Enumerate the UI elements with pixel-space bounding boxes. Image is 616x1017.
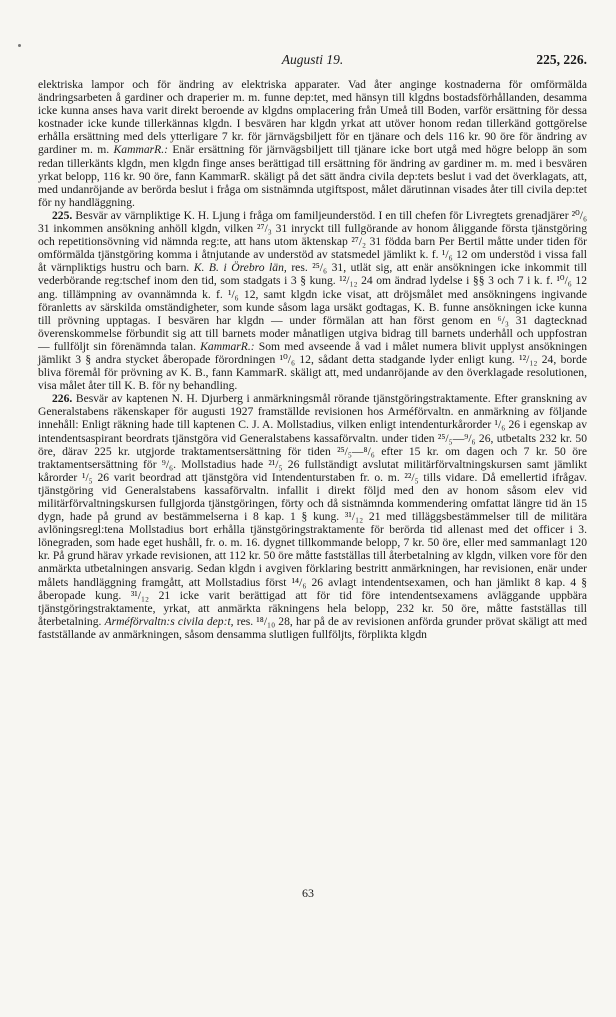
running-header [38,52,587,72]
paragraph-text: elektriska lampor och för ändring av elektriska apparater. Vad åter anginge kostnaderna för omförmälda ändringsarbeten å gardiner och draperier m. m. funne dep:tet, med hänsyn till klgdns bostadsförhållanden, desamma icke kunna anses hava varit direkt beroende av klgdns omplacering från Umeå till Boden, varför ersättning för dessa kostnader icke kunde tillerkännas klgdn. I besvären har klgdn yrkat att utöver honom redan tillerkänd gottgörelse erhålla ersättning med dels ytterligare 7 kr. för järnvägsbiljett för en tjänare och dels 116 kr. 90 öre för ändring av gardiner m. m. [38,78,587,157]
document-page [38,52,587,641]
paragraph-text: res. ¹⁸/₁₀ 28, har på de av revisionen anförda grunder prövat skäligt att med fastställande av anmärkningen, såsom densamma slutligen fullföljts, förplikta klgdn [38,614,587,641]
paragraph-text: res. ²⁵/₆ 31, utlät sig, att enär ansökningen icke inkommit till vederbörande reg:tschef inom den tid, som stadgats i 3 § kung. ¹²/₁₂ 24 om ändrad lydelse i §§ 3 och 7 i k. f. ¹⁰/₆ 12 ang. tillämpning av ovannämnda k. f. ¹/₆ 12, samt klgdn icke visat, att dröjsmålet med ansökningens ingivande föranletts av särskilda omständigheter, som kunde såsom laga ursäkt godtagas, K. B. funne ansökningen icke kunna till prövning upptagas. I besvären har klgdn — under förmälan att han först genom en ⁶/₃ 31 dagtecknad överenskommelse förbundit sig att till barnets moder månatligen utgiva bidrag till barnets underhåll och uppfostran — fullföljt sin förenämnda talan. [38,261,587,353]
paragraph [38,78,587,209]
paragraph-text: Besvär av kaptenen N. H. Djurberg i anmärkningsmål rörande tjänstgöringstraktamente. Efter granskning av Generalstabens räkenskaper för augusti 1927 framställde revisionen hos Arméförvaltn. en anmärkning av följande innehåll: Enligt räkning hade till kaptenen C. J. A. Mollstadius, vilken enligt intendenturkårorder ¹/₆ 26 i egenskap av intendentsaspirant beordrats tjänstgöra vid Generalstabens kassaförvaltn. under tiden ²⁵/₅—⁹/₆ 26, utbetalts 232 kr. 50 öre, därav 225 kr. utgjorde traktamentsersättning för tiden ²⁵/₅—⁸/₆ efter 15 kr. om dagen och 7 kr. 50 öre traktamentsersättning för ⁹/₆. Mollstadius hade ²¹/₅ 26 fullständigt avslutat militärförvaltningskursen samt jämlikt kårorder ¹/₅ 26 varit beordrad att tjänstgöra vid Intendenturstaben fr. o. m. ²²/₅ tills vidare. Då emellertid ifrågav. tjänstgöring vid Generalstabens kassaförvaltn. infallit i direkt följd med den av honom såsom elev vid militärförvaltningskursen fullgjorda tjänstgöringen, förty och då sistnämnda kommendering omfattat längre tid än 15 dygn, hade på grund av bestämmelserna i 8 kap. 1 § kung. ³¹/₁₂ 21 med tilläggsbestämmelser till de militära avlöningsregl:tena Mollstadius bort erhålla tjänstgöringstraktamente för berörda tid allenast med det officer i 3. lönegraden, som hade eget hushåll, fr. o. m. 16. dygnet tillkommande belopp, 7 kr. 50 öre, eller med sammanlagt 120 kr. På grund härav yrkade revisionen, att 112 kr. 50 öre måtte fastställas till återbetalning av klgdn, vilken vore för den anmärkta utbetalningen ansvarig. Sedan klgdn i avgiven förklaring bestritt anmärkningen, har revisionen, enär under målets handläggning framgått, att Mollstadius först ¹⁴/₆ 26 avlagt intendentsexamen, och han jämlikt 8 kap. 4 § åberopade kung. ³¹/₁₂ 21 icke varit berättigad att för tid före intendentsexamens avläggande uppbära tjänstgöringstraktamente, yrkat, att anmärkta räkningens hela belopp, 232 kr. 50 öre, måtte fastställas till återbetalning. [38,392,587,628]
scan-mark [18,44,21,47]
paragraph-text: Besvär av värnpliktige K. H. Ljung i fråga om familjeunderstöd. I en till chefen för Livregtets grenadjärer ²⁰/₆ 31 inkommen ansökning anhöll klgdn, vilken ²⁷/₃ 31 inryckt till fullgörande av honom åliggande första tjänstgöring och repetitionsövning vid nämnda reg:te, att hans utom äktenskap ²⁷/₂ 31 födda barn Per Bertil måtte under tiden för omförmälda tjänstgöring komma i åtnjutande av understöd av statsmedel jämlikt k. f. ¹/₆ 12 om understöd i vissa fall åt värnpliktigs hustru och barn. [38,208,587,275]
paragraph-text: Enär ersättning för järnvägsbiljett till tjänare icke bort utgå med högre belopp än som redan tillerkänts klgdn, men klgdn finge anses berättigad till ersättning för ändring av gardiner m. m. med i besvären yrkat belopp, 116 kr. 90 öre, fann KammarR. skäligt på det sätt ändra civila dep:tets beslut i vad det överklagats, att, med undanröjande av berörda beslut i fråga om sistnämnda utgiftspost, målet därutinnan visades åter till civila dep:tet för ny handläggning. [38,143,588,209]
paragraph-text: Som med avseende å vad i målet numera blivit upplyst ansökningen jämlikt 3 § andra stycket åberopade förordningen ¹⁰/₆ 12, sådant detta stadgande lyder enligt kung. ¹²/₁₂ 24, borde bliva föremål för prövning av K. B., fann KammarR. skäligt att, med undanröjande av den överklagade resolutionen, visa målet åter till K. B. för ny behandling. [38,339,587,393]
page-number: 63 [302,886,314,900]
italic-reference: Arméförvaltn:s civila dep:t, [104,614,234,628]
header-case-numbers: 225, 226. [536,52,587,67]
paragraph [38,392,587,641]
case-number: 225. [52,208,73,222]
paragraph [38,209,587,392]
document-body [38,78,587,641]
italic-reference: KammarR.: [113,143,168,157]
italic-reference: KammarR.: [200,339,255,353]
italic-reference: K. B. i Örebro län, [193,261,287,275]
header-date: Augusti 19. [281,52,344,67]
case-number: 226. [52,392,73,406]
